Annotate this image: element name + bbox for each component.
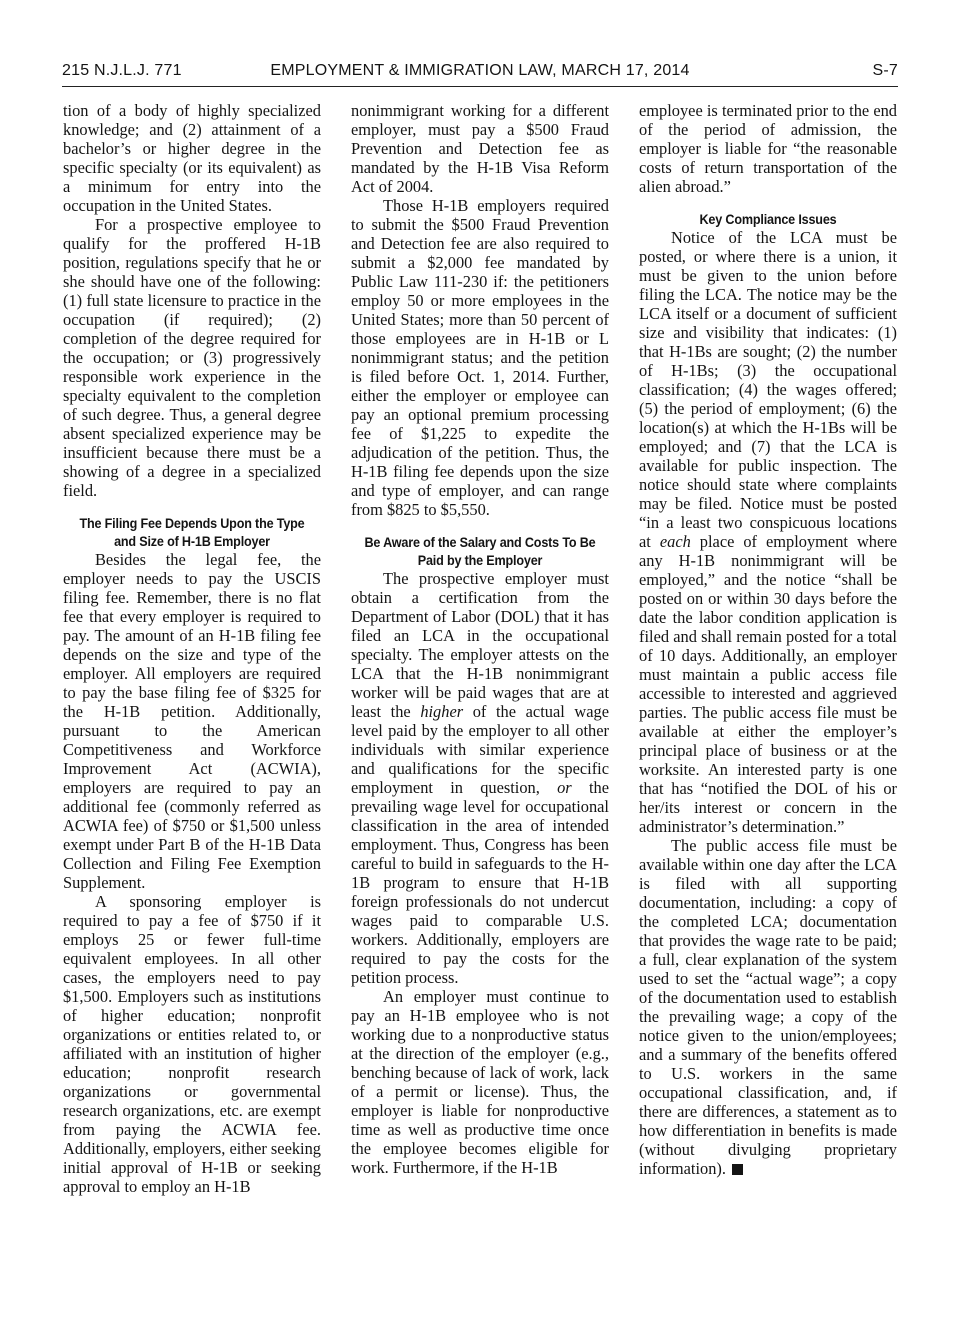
page-number: S-7: [872, 62, 898, 79]
paragraph: A sponsoring employer is required to pay a fee of $750 if it employs 25 or fewer full-time equivalent employees. In all other cases, the employers need to pay $1,500. Employers such as institutions of higher education; nonprofit organizations or entities related to, or affiliated with an institution of higher education; nonprofit research organizations or governmental research organizations, etc. are exempt from paying the ACWIA fee. Additionally, employers, either seeking initial approval of H-1B or seeking approval to employ an H-1B: [63, 892, 321, 1196]
text-run: Notice of the LCA must be posted, or where there is a union, it must be given to the union before filing the LCA. The notice may be the LCA itself or a document of sufficient size and visibility that indicates: (1) that H-1Bs are sought; (2) the number of H-1Bs; (3) the occupational classification; (4) the wages offered; (5) the period of employment; (6) the location(s) at which the H-1Bs will be employed; and (7) that the LCA is available for public inspection. The notice should state where complaints may be filed. Notice must be posted “in a least two conspicuous locations at: [639, 228, 897, 551]
text-run: The public access file must be available within one day after the LCA is filed with all supporting documentation, including: a copy of the completed LCA; documentation that provides the wage rate to be paid; a full, clear explanation of the system used to set the “actual wage”; a copy of the documentation used to establish the prevailing wage; a copy of the notice given to the union/employees; and a summary of the benefits offered to U.S. workers in the same occupational classification, and, if there are differences, a statement as to how differentiation in benefits is made (without divulging proprietary information).: [639, 836, 897, 1178]
paragraph: [639, 228, 897, 836]
header-rule: [62, 86, 898, 87]
paragraph: [639, 836, 897, 1178]
page-header: [62, 62, 898, 84]
text-run: The prospective employer must obtain a certification from the Department of Labor (DOL) that it has filed an LCA in the occupational specialty. The employer attests on the LCA that the H-1B nonimmigrant worker will be paid wages that are at least the: [351, 569, 609, 721]
column-3: [639, 101, 897, 1178]
column-1: [63, 101, 321, 1196]
emphasis: each: [659, 532, 691, 551]
section-title: EMPLOYMENT & IMMIGRATION LAW, MARCH 17, 2014: [270, 62, 690, 79]
paragraph: employee is terminated prior to the end of the period of admission, the employer is liable for “the reasonable costs of return transportation of the alien abroad.”: [639, 101, 897, 196]
paragraph: tion of a body of highly specialized knowledge; and (2) attainment of a bachelor’s or higher degree in the specific specialty (or its equivalent) as a minimum for entry into the occupation in the United States.: [63, 101, 321, 215]
subheading-filing-fee: The Filing Fee Depends Upon the Type and Size of H-1B Employer: [79, 515, 305, 549]
citation: 215 N.J.L.J. 771: [62, 62, 182, 79]
subheading-salary-costs: Be Aware of the Salary and Costs To Be Paid by the Employer: [364, 534, 596, 568]
paragraph: [351, 569, 609, 987]
paragraph: An employer must continue to pay an H-1B employee who is not working due to a nonproductive status at the direction of the employer (e.g., benching because of lack of work, lack of a permit or license). Thus, the employer is liable for nonproductive time as well as productive time once the employee becomes eligible for work. Furthermore, if the H-1B: [351, 987, 609, 1177]
emphasis: or: [557, 778, 572, 797]
paragraph: Those H-1B employers required to submit the $500 Fraud Prevention and Detection fee are also required to submit a $2,000 fee mandated by Public Law 111-230 if: the petitioners employ 50 or more employees in the United States; more than 50 percent of those employees are in H-1B or L nonimmigrant status; and the petition is filed before Oct. 1, 2014. Further, either the employer or employee can pay an optional premium processing fee of $1,225 to expedite the adjudication of the petition. Thus, the H-1B filing fee depends upon the size and type of employer, and can range from $825 to $5,550.: [351, 196, 609, 519]
end-mark-icon: [732, 1164, 743, 1175]
text-run: of the actual wage level paid by the employer to all other individuals with similar experience and qualifications for the specific employment in question,: [351, 702, 609, 797]
emphasis: higher: [420, 702, 464, 721]
subheading-compliance: Key Compliance Issues: [699, 211, 837, 227]
text-run: place of employment where any H-1B nonimmigrant will be employed,” and the notice “shall be posted on or within 30 days before the date the labor condition application is filed and shall remain posted for a total of 10 days. Additionally, an employer must maintain a public access file accessible to interested and aggrieved parties. The public access file must be available at either the employer’s principal place of business or at the worksite. An interested party is one that has “notified the DOL of his or her/its interest or concern in the administrator’s determination.”: [639, 532, 897, 836]
paragraph: Besides the legal fee, the employer needs to pay the USCIS filing fee. Remember, there is no flat fee that every employer is required to pay. The amount of an H-1B filing fee depends on the size and type of the employer. All employers are required to pay the base filing fee of $325 for the H-1B petition. Additionally, pursuant to the American Competitiveness and Workforce Improvement Act (ACWIA), employers are required to pay an additional fee (commonly referred as ACWIA fee) of $750 or $1,500 unless exempt under Part B of the H-1B Data Collection and Filing Fee Exemption Supplement.: [63, 550, 321, 892]
paragraph: nonimmigrant working for a different employer, must pay a $500 Fraud Prevention and Detection fee as mandated by the H-1B Visa Reform Act of 2004.: [351, 101, 609, 196]
text-run: the prevailing wage level for occupational classification in the area of intended employment. Thus, Congress has been careful to build in safeguards to the H-1B program to ensure that H-1B foreign professionals do not undercut wages paid to comparable U.S. workers. Additionally, employers are required to pay the costs for the petition process.: [351, 778, 609, 987]
column-2: [351, 101, 609, 1177]
paragraph: For a prospective employee to qualify for the proffered H-1B position, regulations specify that he or she should have one of the following: (1) full state licensure to practice in the occupation (if required); (2) completion of the degree required for the occupation; or (3) progressively responsible work experience in the specialty equivalent to the completion of such degree. Thus, a general degree absent specialized experience may be insufficient because there must be a showing of a degree in a specialized field.: [63, 215, 321, 500]
